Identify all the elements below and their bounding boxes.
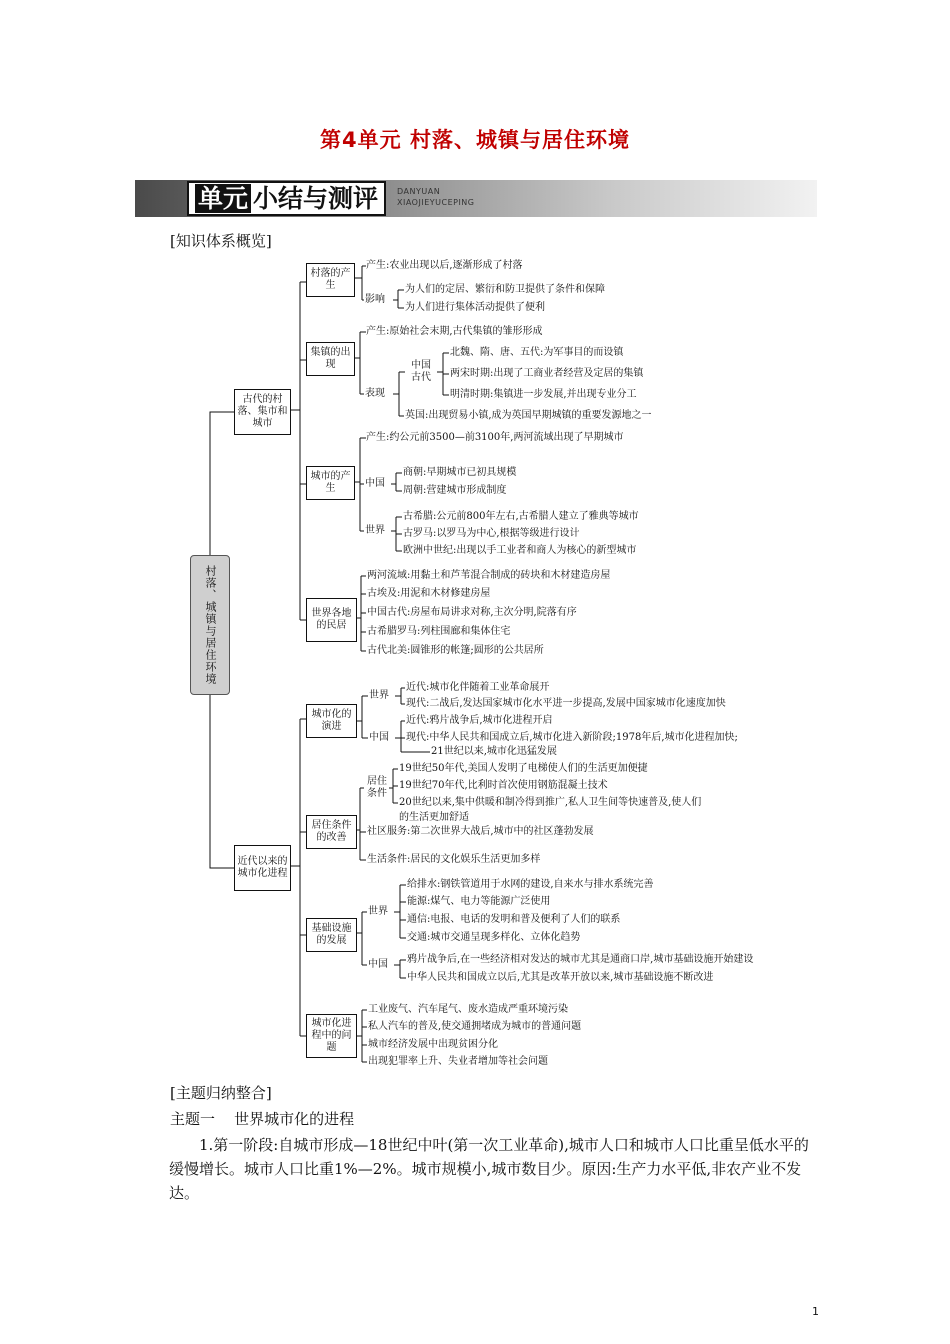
city-world-item-3: 欧洲中世纪:出现以手工业者和商人为核心的新型城市 — [403, 545, 637, 556]
section-knowledge-overview: [知识体系概览] — [170, 232, 272, 250]
community-text: 社区服务:第二次世界大战后,城市中的社区蓬勃发展 — [367, 826, 594, 837]
infrastructure-box — [306, 918, 357, 952]
city-origin-box — [306, 466, 355, 500]
infra-china-item-2: 中华人民共和国成立以后,尤其是改革开放以来,城市基础设施不断改进 — [407, 972, 714, 983]
living-improve-box-label: 居住条件的改善 — [311, 820, 352, 843]
city-world-item-2: 古罗马:以罗马为中心,根据等级进行设计 — [403, 528, 580, 539]
branch-ancient-box — [234, 389, 291, 435]
living-improve-box — [306, 815, 357, 849]
page-title: 第4单元 村落、城镇与居住环境 — [320, 128, 630, 152]
urbanization-box-label: 城市化的演进 — [311, 709, 352, 732]
town-item-4: 英国:出现贸易小镇,成为英国早期城镇的重要发源地之一 — [405, 410, 652, 421]
urbanization-box — [306, 704, 357, 738]
urban-china-item-1: 近代:鸦片战争后,城市化进程开启 — [406, 715, 553, 726]
problem-item-4: 出现犯罪率上升、失业者增加等社会问题 — [368, 1056, 548, 1067]
city-china-label: 中国 — [365, 478, 385, 489]
infra-china-item-1: 鸦片战争后,在一些经济相对发达的城市尤其是通商口岸,城市基础设施开始建设 — [407, 954, 754, 965]
infra-world-item-1: 给排水:钢铁管道用于水网的建设,自来水与排水系统完善 — [407, 879, 654, 890]
city-world-label: 世界 — [365, 525, 385, 536]
village-origin-box-label: 村落的产生 — [310, 268, 351, 291]
ancient-china-label: 中国古代 — [411, 360, 431, 383]
city-origin-box-label: 城市的产生 — [310, 471, 351, 494]
urban-china-item-2: 现代:中华人民共和国成立后,城市化进入新阶段;1978年后,城市化进程加快; — [406, 732, 738, 743]
mindmap-root-box — [190, 555, 230, 695]
urban-problem-box-label: 城市化进程中的问题 — [311, 1018, 352, 1053]
house-item-5: 古代北美:圆锥形的帐篷;圆形的公共居所 — [367, 645, 544, 656]
section-theme-summary: [主题归纳整合] — [170, 1084, 272, 1102]
infra-world-item-4: 交通:城市交通呈现多样化、立体化趋势 — [407, 932, 581, 943]
urban-world-item-1: 近代:城市化伴随着工业革命展开 — [406, 682, 550, 693]
banner-label-b: 小结与测评 — [253, 184, 379, 213]
urban-china-label: 中国 — [369, 732, 389, 743]
urban-china-item-3: 21世纪以来,城市化迅猛发展 — [431, 746, 557, 757]
city-origin-text: 产生:约公元前3500—前3100年,两河流域出现了早期城市 — [366, 432, 624, 443]
infra-world-item-2: 能源:煤气、电力等能源广泛使用 — [407, 896, 551, 907]
living-item-1: 19世纪50年代,美国人发明了电梯使人们的生活更加便捷 — [399, 763, 648, 774]
banner-pinyin-line-2: XIAOJIEYUCEPING — [397, 198, 475, 207]
branch-ancient-label: 古代的村落、集市和城市 — [237, 394, 288, 429]
theme-1-paragraph: 1.第一阶段:自城市形成—18世纪中叶(第一次工业革命),城市人口和城市人口比重呈低水平的缓慢增长。城市人口比重1%—2%。城市规模小,城市数目少。原因:生产力水平低,非农产业不发达。 — [169, 1136, 809, 1202]
city-china-item-1: 商朝:早期城市已初具规模 — [403, 467, 517, 478]
page-number: 1 — [812, 1305, 819, 1318]
infra-china-label: 中国 — [368, 959, 388, 970]
influence-item-2: 为人们进行集体活动提供了便利 — [405, 302, 545, 313]
world-house-box — [306, 598, 357, 642]
branch-modern-label: 近代以来的城市化进程 — [237, 856, 288, 879]
problem-item-2: 私人汽车的普及,使交通拥堵成为城市的普通问题 — [368, 1021, 582, 1032]
urban-problem-box — [306, 1014, 357, 1058]
banner-pinyin-line-1: DANYUAN — [397, 187, 441, 196]
house-item-1: 两河流域:用黏土和芦苇混合制成的砖块和木材建造房屋 — [367, 570, 611, 581]
infrastructure-box-label: 基础设施的发展 — [311, 923, 352, 946]
house-item-2: 古埃及:用泥和木材修建房屋 — [367, 588, 491, 599]
town-item-2: 两宋时期:出现了工商业者经营及定居的集镇 — [450, 368, 644, 379]
banner-label-a: 单元 — [195, 184, 251, 213]
living-item-3b: 的生活更加舒适 — [399, 812, 469, 823]
urban-world-label: 世界 — [369, 690, 389, 701]
life-text: 生活条件:居民的文化娱乐生活更加多样 — [367, 854, 541, 865]
house-item-3: 中国古代:房屋布局讲求对称,主次分明,院落有序 — [367, 607, 577, 618]
problem-item-3: 城市经济发展中出现贫困分化 — [368, 1039, 498, 1050]
town-origin-box-label: 集镇的出现 — [310, 347, 351, 370]
infra-world-item-3: 通信:电报、电话的发明和普及便利了人们的联系 — [407, 914, 621, 925]
expression-label: 表现 — [365, 388, 385, 399]
problem-item-1: 工业废气、汽车尾气、废水造成严重环境污染 — [368, 1004, 568, 1015]
urban-world-item-2: 现代:二战后,发达国家城市化水平进一步提高,发展中国家城市化速度加快 — [406, 698, 726, 709]
world-house-box-label: 世界各地的民居 — [311, 608, 352, 631]
city-world-item-1: 古希腊:公元前800年左右,古希腊人建立了雅典等城市 — [403, 511, 639, 522]
village-origin-text: 产生:农业出现以后,逐渐形成了村落 — [366, 260, 523, 271]
living-condition-label: 居住条件 — [367, 776, 387, 799]
mindmap-root-label: 村落、城镇与居住环境 — [204, 565, 217, 685]
city-china-item-2: 周朝:营建城市形成制度 — [403, 485, 507, 496]
branch-modern-box — [234, 845, 291, 891]
village-origin-box — [306, 263, 355, 297]
town-origin-box — [306, 342, 355, 376]
living-item-3: 20世纪以来,集中供暖和制冷得到推广,私人卫生间等快速普及,使人们 — [399, 797, 702, 808]
town-item-1: 北魏、隋、唐、五代:为军事目的而设镇 — [450, 347, 624, 358]
house-item-4: 古希腊罗马:列柱围廊和集体住宅 — [367, 626, 511, 637]
influence-item-1: 为人们的定居、繁衍和防卫提供了条件和保障 — [405, 284, 605, 295]
influence-label: 影响 — [365, 294, 385, 305]
infra-world-label: 世界 — [368, 906, 388, 917]
town-origin-text: 产生:原始社会末期,古代集镇的雏形形成 — [366, 326, 543, 337]
living-item-2: 19世纪70年代,比利时首次使用钢筋混凝土技术 — [399, 780, 608, 791]
town-item-3: 明清时期:集镇进一步发展,并出现专业分工 — [450, 389, 637, 400]
theme-1-heading: 主题一 世界城市化的进程 — [170, 1110, 355, 1128]
